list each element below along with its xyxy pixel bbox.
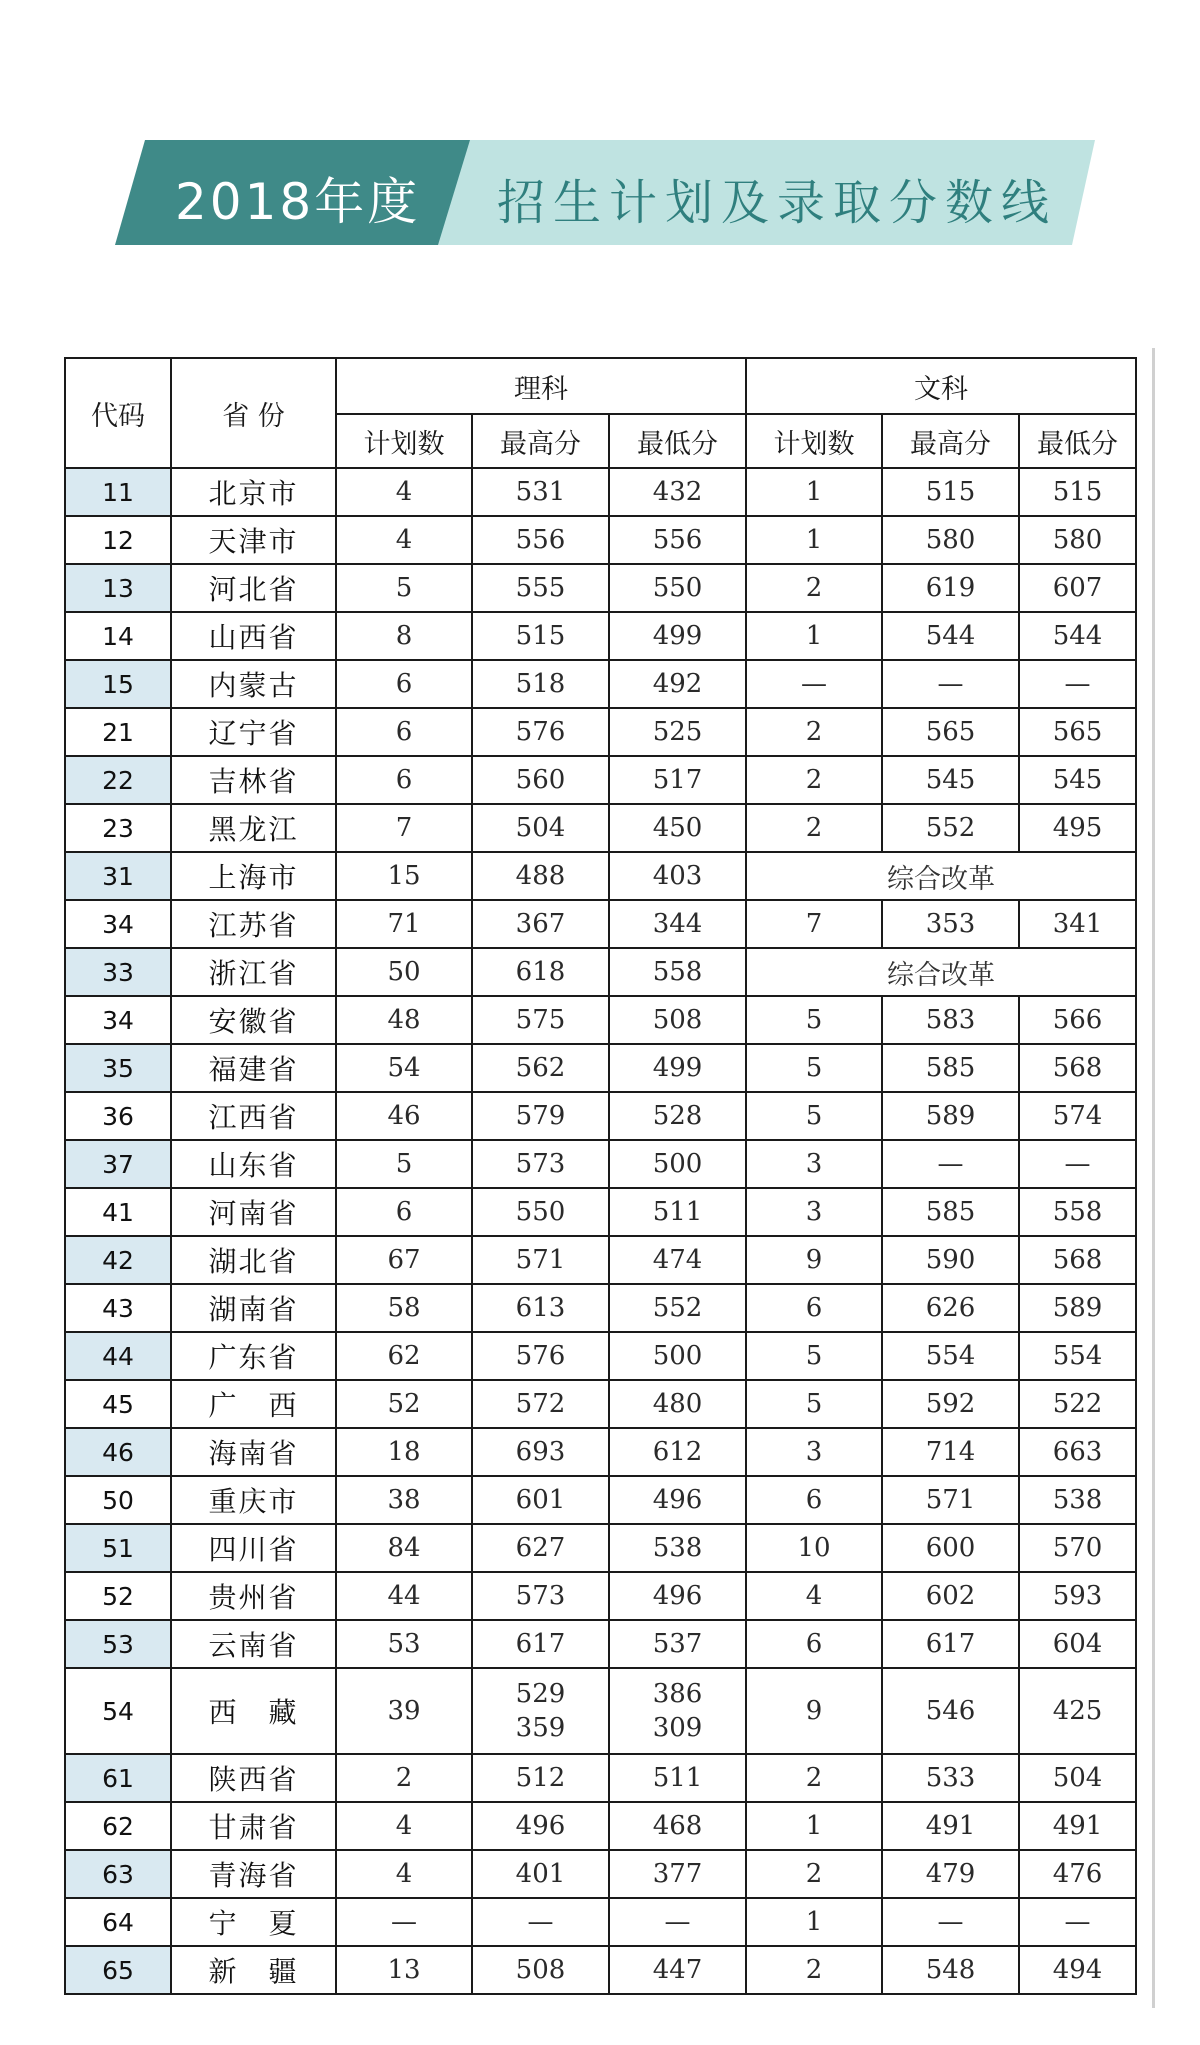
cell-sci-min: 550	[609, 564, 746, 612]
cell-sci-plan: 15	[336, 852, 472, 900]
cell-arts-plan: 5	[746, 1044, 882, 1092]
cell-arts-plan: 3	[746, 1428, 882, 1476]
banner-year: 2018年度	[175, 173, 421, 231]
cell-code: 50	[65, 1476, 171, 1524]
table-row	[65, 612, 1136, 660]
header-arts-min: 最低分	[1019, 414, 1136, 468]
cell-province: 浙江省	[171, 948, 336, 996]
cell-code: 41	[65, 1188, 171, 1236]
cell-arts-max: 515	[882, 468, 1019, 516]
cell-arts-plan: 9	[746, 1668, 882, 1754]
cell-code: 21	[65, 708, 171, 756]
table-row	[65, 1668, 1136, 1754]
cell-arts-min: 604	[1019, 1620, 1136, 1668]
cell-sci-plan: 44	[336, 1572, 472, 1620]
cell-province: 广东省	[171, 1332, 336, 1380]
cell-sci-min: 447	[609, 1946, 746, 1994]
cell-sci-max: 627	[472, 1524, 609, 1572]
cell-sci-max: 576	[472, 1332, 609, 1380]
cell-arts-plan: 1	[746, 612, 882, 660]
table-row	[65, 468, 1136, 516]
cell-sci-max: 550	[472, 1188, 609, 1236]
cell-arts-plan: 1	[746, 1802, 882, 1850]
cell-arts-max: —	[882, 1140, 1019, 1188]
header-code: 代码	[65, 358, 171, 468]
table-row	[65, 756, 1136, 804]
cell-arts-plan: 1	[746, 516, 882, 564]
cell-province: 辽宁省	[171, 708, 336, 756]
cell-sci-min: 552	[609, 1284, 746, 1332]
cell-sci-plan: 48	[336, 996, 472, 1044]
table-body	[65, 468, 1136, 1994]
cell-arts-plan: 3	[746, 1140, 882, 1188]
cell-arts-min: 522	[1019, 1380, 1136, 1428]
cell-arts-max: 619	[882, 564, 1019, 612]
cell-arts-min: —	[1019, 660, 1136, 708]
cell-province: 江苏省	[171, 900, 336, 948]
header-sci-plan: 计划数	[336, 414, 472, 468]
cell-sci-max: 571	[472, 1236, 609, 1284]
cell-arts-min: —	[1019, 1140, 1136, 1188]
cell-sci-min: 403	[609, 852, 746, 900]
cell-sci-max: 618	[472, 948, 609, 996]
header-arts: 文科	[746, 358, 1136, 414]
admission-table-container	[64, 357, 1135, 1995]
cell-arts-max: 554	[882, 1332, 1019, 1380]
banner-title: 招生计划及录取分数线	[497, 175, 1058, 231]
cell-sci-max: 518	[472, 660, 609, 708]
cell-sci-max: 367	[472, 900, 609, 948]
table-row	[65, 1524, 1136, 1572]
cell-sci-max: 504	[472, 804, 609, 852]
cell-arts-plan: 5	[746, 1092, 882, 1140]
cell-arts-max: 571	[882, 1476, 1019, 1524]
cell-code: 52	[65, 1572, 171, 1620]
cell-sci-max: 496	[472, 1802, 609, 1850]
cell-sci-min: 468	[609, 1802, 746, 1850]
cell-code: 12	[65, 516, 171, 564]
cell-arts-plan: 2	[746, 708, 882, 756]
cell-arts-min: 544	[1019, 612, 1136, 660]
table-row	[65, 516, 1136, 564]
cell-sci-max: 515	[472, 612, 609, 660]
cell-code: 33	[65, 948, 171, 996]
cell-sci-plan: 5	[336, 1140, 472, 1188]
cell-province: 甘肃省	[171, 1802, 336, 1850]
cell-arts-min: 607	[1019, 564, 1136, 612]
cell-arts-min: 566	[1019, 996, 1136, 1044]
cell-province: 北京市	[171, 468, 336, 516]
cell-arts-max: 590	[882, 1236, 1019, 1284]
cell-province: 重庆市	[171, 1476, 336, 1524]
cell-code: 63	[65, 1850, 171, 1898]
table-row	[65, 804, 1136, 852]
cell-code: 43	[65, 1284, 171, 1332]
cell-arts-max: 714	[882, 1428, 1019, 1476]
cell-sci-plan: 39	[336, 1668, 472, 1754]
cell-code: 15	[65, 660, 171, 708]
cell-sci-plan: 6	[336, 756, 472, 804]
cell-sci-plan: 7	[336, 804, 472, 852]
cell-code: 23	[65, 804, 171, 852]
table-row	[65, 1428, 1136, 1476]
admission-table	[64, 357, 1137, 1995]
cell-arts-min: 574	[1019, 1092, 1136, 1140]
cell-sci-max	[472, 1668, 609, 1754]
cell-code: 35	[65, 1044, 171, 1092]
cell-arts-plan: 5	[746, 1380, 882, 1428]
table-row	[65, 1332, 1136, 1380]
cell-code: 11	[65, 468, 171, 516]
cell-arts-plan: 2	[746, 564, 882, 612]
table-row	[65, 852, 1136, 900]
cell-sci-min: 377	[609, 1850, 746, 1898]
cell-arts-min: 570	[1019, 1524, 1136, 1572]
cell-code: 46	[65, 1428, 171, 1476]
table-row	[65, 948, 1136, 996]
cell-arts-max: —	[882, 660, 1019, 708]
cell-arts-min: 565	[1019, 708, 1136, 756]
cell-arts-note: 综合改革	[746, 948, 1136, 996]
table-row	[65, 1620, 1136, 1668]
cell-arts-min: 491	[1019, 1802, 1136, 1850]
cell-province: 云南省	[171, 1620, 336, 1668]
cell-sci-min: 517	[609, 756, 746, 804]
cell-sci-max: 573	[472, 1140, 609, 1188]
cell-arts-max: 565	[882, 708, 1019, 756]
cell-sci-min: 496	[609, 1572, 746, 1620]
cell-sci-min: 432	[609, 468, 746, 516]
cell-arts-max: 545	[882, 756, 1019, 804]
cell-sci-min: 511	[609, 1188, 746, 1236]
cell-sci-min: 480	[609, 1380, 746, 1428]
cell-arts-max: —	[882, 1898, 1019, 1946]
cell-province: 江西省	[171, 1092, 336, 1140]
cell-arts-max: 602	[882, 1572, 1019, 1620]
cell-province: 福建省	[171, 1044, 336, 1092]
cell-sci-max: 562	[472, 1044, 609, 1092]
cell-arts-max: 533	[882, 1754, 1019, 1802]
cell-sci-plan: 84	[336, 1524, 472, 1572]
cell-arts-plan: —	[746, 660, 882, 708]
cell-sci-plan: 46	[336, 1092, 472, 1140]
cell-sci-plan: 4	[336, 516, 472, 564]
table-row	[65, 1850, 1136, 1898]
cell-arts-min: 494	[1019, 1946, 1136, 1994]
cell-sci-min: 538	[609, 1524, 746, 1572]
cell-sci-plan: 6	[336, 1188, 472, 1236]
cell-sci-plan: 6	[336, 660, 472, 708]
cell-sci-min: 344	[609, 900, 746, 948]
cell-province: 吉林省	[171, 756, 336, 804]
table-row	[65, 1476, 1136, 1524]
table-row	[65, 1044, 1136, 1092]
cell-province: 河北省	[171, 564, 336, 612]
cell-sci-max: 572	[472, 1380, 609, 1428]
cell-province: 宁 夏	[171, 1898, 336, 1946]
cell-arts-min: 476	[1019, 1850, 1136, 1898]
cell-arts-max: 548	[882, 1946, 1019, 1994]
cell-province: 贵州省	[171, 1572, 336, 1620]
cell-sci-plan: 50	[336, 948, 472, 996]
cell-code: 45	[65, 1380, 171, 1428]
cell-province: 安徽省	[171, 996, 336, 1044]
cell-sci-min: 525	[609, 708, 746, 756]
cell-sci-plan: 18	[336, 1428, 472, 1476]
cell-sci-plan: 67	[336, 1236, 472, 1284]
cell-province: 湖北省	[171, 1236, 336, 1284]
cell-code: 53	[65, 1620, 171, 1668]
cell-province: 河南省	[171, 1188, 336, 1236]
cell-arts-plan: 2	[746, 804, 882, 852]
cell-sci-max: 555	[472, 564, 609, 612]
cell-arts-min: 589	[1019, 1284, 1136, 1332]
cell-sci-max: 613	[472, 1284, 609, 1332]
cell-sci-max: 488	[472, 852, 609, 900]
cell-arts-min: 538	[1019, 1476, 1136, 1524]
cell-sci-min: 500	[609, 1140, 746, 1188]
cell-sci-max-line: 529	[515, 1679, 566, 1709]
cell-sci-min: 474	[609, 1236, 746, 1284]
cell-arts-min: 568	[1019, 1044, 1136, 1092]
cell-arts-plan: 2	[746, 1754, 882, 1802]
cell-province: 新 疆	[171, 1946, 336, 1994]
table-row	[65, 1284, 1136, 1332]
cell-code: 54	[65, 1668, 171, 1754]
cell-arts-min: 341	[1019, 900, 1136, 948]
cell-sci-plan: 13	[336, 1946, 472, 1994]
cell-arts-plan: 2	[746, 756, 882, 804]
cell-province: 四川省	[171, 1524, 336, 1572]
cell-arts-plan: 1	[746, 468, 882, 516]
cell-code: 44	[65, 1332, 171, 1380]
cell-arts-max: 617	[882, 1620, 1019, 1668]
cell-province: 上海市	[171, 852, 336, 900]
cell-code: 13	[65, 564, 171, 612]
cell-sci-plan: 38	[336, 1476, 472, 1524]
cell-sci-max: —	[472, 1898, 609, 1946]
cell-sci-max: 401	[472, 1850, 609, 1898]
table-row	[65, 1572, 1136, 1620]
cell-sci-max: 556	[472, 516, 609, 564]
cell-arts-max: 491	[882, 1802, 1019, 1850]
table-row	[65, 1188, 1136, 1236]
cell-arts-min: 515	[1019, 468, 1136, 516]
cell-sci-plan: 2	[336, 1754, 472, 1802]
cell-province: 黑龙江	[171, 804, 336, 852]
table-row	[65, 1946, 1136, 1994]
cell-arts-min: 558	[1019, 1188, 1136, 1236]
cell-arts-max: 589	[882, 1092, 1019, 1140]
header-arts-plan: 计划数	[746, 414, 882, 468]
cell-sci-min: 612	[609, 1428, 746, 1476]
cell-arts-plan: 2	[746, 1946, 882, 1994]
cell-arts-min: 425	[1019, 1668, 1136, 1754]
cell-province: 西 藏	[171, 1668, 336, 1754]
cell-sci-min: 450	[609, 804, 746, 852]
cell-province: 山西省	[171, 612, 336, 660]
cell-code: 14	[65, 612, 171, 660]
cell-code: 64	[65, 1898, 171, 1946]
cell-sci-min: 499	[609, 612, 746, 660]
cell-sci-plan: 52	[336, 1380, 472, 1428]
cell-sci-max: 617	[472, 1620, 609, 1668]
cell-sci-plan: 5	[336, 564, 472, 612]
header-arts-max: 最高分	[882, 414, 1019, 468]
cell-arts-max: 580	[882, 516, 1019, 564]
cell-arts-max: 479	[882, 1850, 1019, 1898]
cell-sci-min: 556	[609, 516, 746, 564]
cell-sci-max: 573	[472, 1572, 609, 1620]
table-row	[65, 1802, 1136, 1850]
cell-province: 青海省	[171, 1850, 336, 1898]
cell-sci-min: 558	[609, 948, 746, 996]
header-sci-min: 最低分	[609, 414, 746, 468]
cell-sci-plan: —	[336, 1898, 472, 1946]
cell-arts-plan: 6	[746, 1620, 882, 1668]
cell-arts-plan: 5	[746, 996, 882, 1044]
cell-arts-min: 568	[1019, 1236, 1136, 1284]
cell-arts-max: 544	[882, 612, 1019, 660]
cell-code: 51	[65, 1524, 171, 1572]
page-edge-line	[1152, 348, 1155, 2008]
cell-arts-max: 600	[882, 1524, 1019, 1572]
cell-arts-min: 580	[1019, 516, 1136, 564]
cell-arts-plan: 9	[746, 1236, 882, 1284]
cell-arts-max: 552	[882, 804, 1019, 852]
cell-sci-min	[609, 1668, 746, 1754]
cell-province: 陕西省	[171, 1754, 336, 1802]
cell-sci-min: 508	[609, 996, 746, 1044]
cell-code: 31	[65, 852, 171, 900]
cell-sci-plan: 4	[336, 1802, 472, 1850]
header-sci-max: 最高分	[472, 414, 609, 468]
cell-sci-max: 693	[472, 1428, 609, 1476]
header-province: 省 份	[171, 358, 336, 468]
cell-arts-plan: 7	[746, 900, 882, 948]
table-row	[65, 996, 1136, 1044]
cell-arts-plan: 4	[746, 1572, 882, 1620]
cell-arts-plan: 2	[746, 1850, 882, 1898]
table-row	[65, 1898, 1136, 1946]
cell-province: 海南省	[171, 1428, 336, 1476]
cell-arts-max: 583	[882, 996, 1019, 1044]
cell-sci-plan: 6	[336, 708, 472, 756]
cell-sci-max-line: 359	[515, 1713, 566, 1743]
cell-sci-plan: 62	[336, 1332, 472, 1380]
cell-code: 62	[65, 1802, 171, 1850]
cell-sci-plan: 8	[336, 612, 472, 660]
cell-arts-min: 663	[1019, 1428, 1136, 1476]
table-row	[65, 1092, 1136, 1140]
cell-code: 34	[65, 996, 171, 1044]
cell-arts-max: 353	[882, 900, 1019, 948]
cell-arts-note: 综合改革	[746, 852, 1136, 900]
cell-sci-max: 576	[472, 708, 609, 756]
table-row	[65, 1236, 1136, 1284]
table-row	[65, 900, 1136, 948]
cell-sci-min-line: 309	[652, 1713, 703, 1743]
cell-province: 天津市	[171, 516, 336, 564]
cell-sci-max: 601	[472, 1476, 609, 1524]
table-row	[65, 708, 1136, 756]
header-science: 理科	[336, 358, 746, 414]
cell-sci-min: —	[609, 1898, 746, 1946]
cell-sci-min: 496	[609, 1476, 746, 1524]
cell-arts-plan: 6	[746, 1476, 882, 1524]
cell-sci-max: 560	[472, 756, 609, 804]
cell-province: 山东省	[171, 1140, 336, 1188]
cell-province: 广 西	[171, 1380, 336, 1428]
cell-arts-min: —	[1019, 1898, 1136, 1946]
cell-arts-plan: 6	[746, 1284, 882, 1332]
cell-sci-plan: 58	[336, 1284, 472, 1332]
cell-province: 内蒙古	[171, 660, 336, 708]
cell-code: 34	[65, 900, 171, 948]
cell-sci-max: 531	[472, 468, 609, 516]
cell-arts-plan: 10	[746, 1524, 882, 1572]
cell-arts-max: 585	[882, 1044, 1019, 1092]
cell-arts-plan: 3	[746, 1188, 882, 1236]
cell-sci-min: 511	[609, 1754, 746, 1802]
cell-sci-plan: 54	[336, 1044, 472, 1092]
cell-sci-min: 500	[609, 1332, 746, 1380]
cell-arts-max: 592	[882, 1380, 1019, 1428]
cell-arts-min: 554	[1019, 1332, 1136, 1380]
cell-arts-min: 504	[1019, 1754, 1136, 1802]
header-row-main	[65, 358, 1136, 414]
cell-sci-plan: 4	[336, 1850, 472, 1898]
cell-arts-plan: 5	[746, 1332, 882, 1380]
cell-code: 65	[65, 1946, 171, 1994]
table-row	[65, 1754, 1136, 1802]
table-row	[65, 660, 1136, 708]
cell-code: 37	[65, 1140, 171, 1188]
cell-code: 61	[65, 1754, 171, 1802]
cell-arts-max: 626	[882, 1284, 1019, 1332]
cell-arts-max: 546	[882, 1668, 1019, 1754]
table-row	[65, 1380, 1136, 1428]
cell-code: 42	[65, 1236, 171, 1284]
cell-code: 36	[65, 1092, 171, 1140]
cell-sci-max: 575	[472, 996, 609, 1044]
cell-arts-min: 495	[1019, 804, 1136, 852]
cell-arts-max: 585	[882, 1188, 1019, 1236]
table-row	[65, 564, 1136, 612]
title-banner	[0, 0, 1200, 260]
cell-province: 湖南省	[171, 1284, 336, 1332]
table-row	[65, 1140, 1136, 1188]
cell-arts-min: 593	[1019, 1572, 1136, 1620]
cell-sci-max: 512	[472, 1754, 609, 1802]
cell-sci-max: 508	[472, 1946, 609, 1994]
cell-sci-min-line: 386	[652, 1679, 703, 1709]
cell-arts-plan: 1	[746, 1898, 882, 1946]
cell-sci-plan: 53	[336, 1620, 472, 1668]
cell-sci-plan: 4	[336, 468, 472, 516]
cell-code: 22	[65, 756, 171, 804]
cell-sci-min: 528	[609, 1092, 746, 1140]
cell-sci-plan: 71	[336, 900, 472, 948]
cell-sci-max: 579	[472, 1092, 609, 1140]
cell-sci-min: 537	[609, 1620, 746, 1668]
cell-sci-min: 499	[609, 1044, 746, 1092]
cell-arts-min: 545	[1019, 756, 1136, 804]
cell-sci-min: 492	[609, 660, 746, 708]
